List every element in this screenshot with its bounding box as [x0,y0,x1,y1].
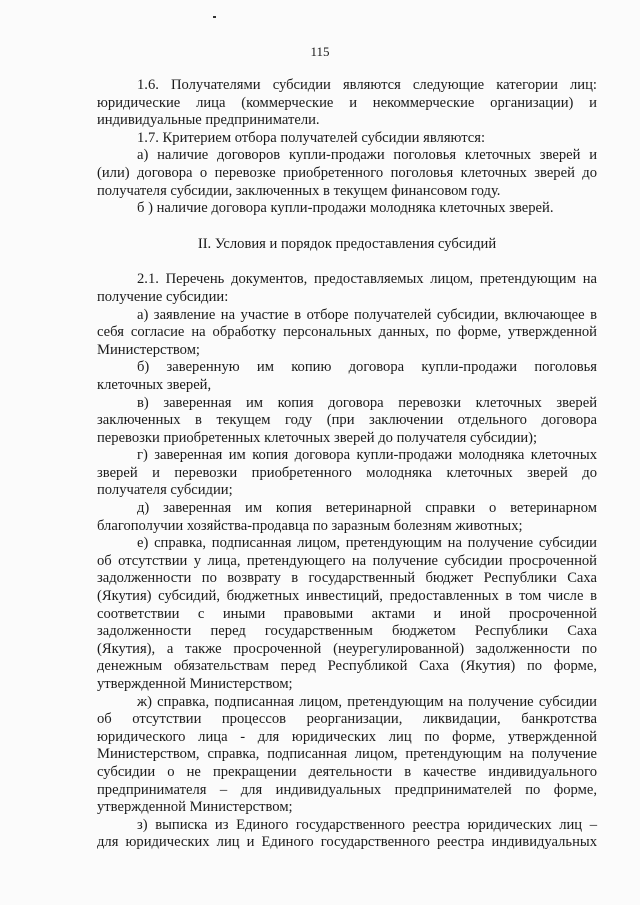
paragraph-2-1-b [97,359,597,394]
document-body [97,77,597,852]
text-line: б) заверенную им копию договора купли-продажи поголовья [137,359,597,376]
text-line: (Якутия), а также просроченной (неурегулированной) задолженности по [97,640,597,657]
text-line: 1.6. Получателями субсидии являются следующие категории лиц: [137,77,597,93]
text-line: е) справка, подписанная лицом, претендующим на получение субсидии [137,535,597,552]
text-line: юридического лица - для юридических лиц по форме, утвержденной [97,728,597,745]
text-line: для юридических лиц и Единого государственного реестра индивидуальных [97,834,597,851]
text-line: Министерством, справка, подписанная лицом, претендующим на получение [97,746,597,763]
text-line: а) заявление на участие в отборе получателей субсидии, включающее в [137,306,597,323]
text-line: утвержденной Министерством; [97,799,293,816]
paragraph-1-6 [97,77,597,130]
text-line: 2.1. Перечень документов, предоставляемых лицом, претендующим на [137,271,597,288]
text-line: индивидуальные предприниматели. [97,112,320,129]
text-line: получение субсидии: [97,288,229,305]
text-line: в) заверенная им копия договора перевозки клеточных зверей [137,394,597,411]
paragraph-2-1-d [97,500,597,535]
text-line: з) выписка из Единого государственного реестра юридических лиц – [137,816,597,833]
text-line: (Якутия) субсидий, бюджетных инвестиций, предоставленных в том числе в [97,588,597,605]
text-line: благополучии хозяйства-продавца по заразным болезням животных; [97,517,523,534]
paragraph-2-1-e [97,535,597,693]
paragraph-2-1-a [97,307,597,360]
text-line: ж) справка, подписанная лицом, претендующим на получение субсидии [137,693,597,710]
paragraph-1-7-b [97,200,597,218]
text-line: утвержденной Министерством; [97,676,293,692]
paragraph-2-1-v [97,395,597,448]
paragraph-2-1-g [97,447,597,500]
paragraph-1-7 [97,130,597,148]
text-line: клеточных зверей, [97,376,212,393]
text-line: денежным обязательствам перед Республикой Саха (Якутия) по форме, [97,658,597,675]
text-line: юридические лица (коммерческие и некоммерческие организации) и [97,94,597,111]
text-line: задолженности перед государственным бюджетом Республики Саха [97,623,597,640]
text-line: а) наличие договоров купли-продажи поголовья клеточных зверей и [137,147,597,164]
text-line: получателя субсидии, заключенных в текущем финансовом году. [97,182,501,199]
text-line: г) заверенная им копия договора купли-продажи молодняка клеточных [137,447,597,464]
text-line: перевозки приобретенных клеточных зверей до получателя субсидии); [97,429,538,446]
paragraph-2-1-z [97,817,597,852]
text-line: об отсутствии у лица, претендующего на получение субсидии просроченной [97,552,597,569]
paragraph-1-7-a [97,147,597,200]
text-line: предпринимателя – для индивидуальных предпринимателей по форме, [97,781,597,798]
text-line: 1.7. Критерием отбора получателей субсидии являются: [137,129,486,146]
text-line: себя согласие на обработку персональных данных, по форме, утвержденной [97,324,597,341]
scan-speck [213,16,216,18]
text-line: соответствии с иными правовыми актами и иной просроченной [97,605,597,622]
text-line: Министерством; [97,341,200,358]
text-line: (или) договора о перевозке приобретенного поголовья клеточных зверей до [97,164,597,181]
text-line: заключенных в текущем году (при заключении отдельного договора [97,412,597,429]
text-line: получателя субсидии; [97,482,233,499]
page-number: 115 [310,44,330,59]
text-line: зверей и перевозки приобретенного молодняка клеточных зверей до [97,464,597,481]
text-line: задолженности по возврату в государственный бюджет Республики Саха [97,570,597,587]
text-line: субсидии о не прекращении деятельности в качестве индивидуального [97,763,597,780]
section-heading: II. Условия и порядок предоставления субсидий [197,235,497,252]
text-line: об отсутствии процессов реорганизации, ликвидации, банкротства [97,711,597,728]
text-line: б ) наличие договора купли-продажи молодняка клеточных зверей. [137,200,554,217]
paragraph-2-1-zh [97,694,597,817]
text-line: д) заверенная им копия ветеринарной справки о ветеринарном [137,500,597,517]
paragraph-2-1 [97,271,597,306]
